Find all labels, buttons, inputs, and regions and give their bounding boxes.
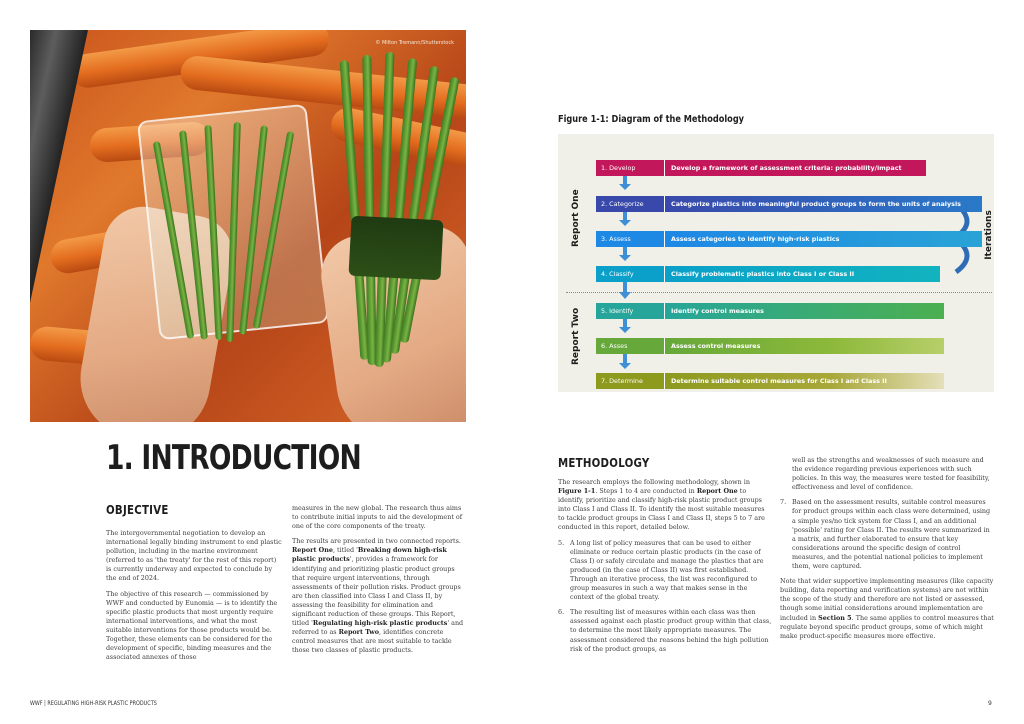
method-step-7: 7. Based on the assessment results, suitable control measures for product groups within each class were determined, using a simple yes/no tick system for Class I, and an additional 'possible' rating for Class II. The results were summarized in a matrix, and further elaborated to ensure that key considerations around the specific design of control measures, and the potential national policies to implement them, were captured. xyxy=(780,498,991,571)
step-6-description: Assess control measures xyxy=(664,338,944,354)
step-7-description: Determine suitable control measures for Class I and Class II xyxy=(664,373,944,389)
method-step-5: 5. A long list of policy measures that can be used to either eliminate or reduce certain plastic products (in the case of Class I) or safely circulate and manage the plastics that are produced (in the case of Class II) was first established. Through an iterative process, the list was reconfigured to group measures in such a way that makes sense in the context of the global treaty. xyxy=(558,538,764,602)
method-step-6: 6. The resulting list of measures within each class was then assessed against each plastic product group within that class, to determine the most likely appropriate measures. The assessment considered the reasons behind the high pollution risk of the product groups, as xyxy=(558,608,772,653)
leaf-band xyxy=(348,216,443,281)
step-5-number: 5. Identify xyxy=(596,303,664,319)
iterations-label: Iterations xyxy=(983,210,994,260)
step-3-description: Assess categories to identify high-risk plastics xyxy=(664,231,982,247)
step-6 xyxy=(596,338,944,354)
page-title: 1. INTRODUCTION xyxy=(106,438,361,478)
footer-publication: WWF | REGULATING HIGH-RISK PLASTIC PRODUCTS xyxy=(30,700,157,707)
step-7-number: 7. Determine xyxy=(596,373,664,389)
methodology-diagram xyxy=(558,134,994,392)
step-5 xyxy=(596,303,944,319)
objective-paragraph-3: measures in the new global. The research thus aims to contribute initial inputs to aid the development of one of the core components of the treaty. xyxy=(292,504,463,531)
step-1-number: 1. Develop xyxy=(596,160,664,176)
methodology-note: Note that wider supportive implementing measures (like capacity building, data reporting and verification systems) are not within the scope of the study and therefore are not listed or assessed, though some initial considerations around implementation are included in Section 5. The same applies to control measures that regulate beyond specific product groups, some of which might make product-specific measures more effective. xyxy=(780,577,994,640)
objective-column-2 xyxy=(292,504,468,662)
step-2-description: Categorize plastics into meaningful product groups to form the units of analysis xyxy=(664,196,982,212)
objective-paragraph-2: The objective of this research — commissioned by WWF and conducted by Eunomia — is to identify the specific plastic products that most urgently require international interventions, and what the most suitable interventions for those products would be. Together, these elements can be considered for the development of specific, binding measures and the associated annexes of those xyxy=(106,589,278,662)
step-4 xyxy=(596,266,940,282)
page-number: 9 xyxy=(988,700,992,707)
photo-credit: © Milton Tremann/Shutterstock xyxy=(375,40,454,46)
step-3 xyxy=(596,231,982,247)
objective-heading: OBJECTIVE xyxy=(106,503,169,517)
methodology-continuation: well as the strengths and weaknesses of such measure and the evidence regarding previous experiences with such policies. In this way, the measures were tested for feasibility, effectiveness and level of confidence. xyxy=(792,456,990,492)
methodology-column-2 xyxy=(780,456,994,647)
cover-photo xyxy=(30,30,466,422)
figure-title: Figure 1-1: Diagram of the Methodology xyxy=(558,114,745,125)
report-two-label: Report Two xyxy=(571,307,581,365)
step-2-number: 2. Categorize xyxy=(596,196,664,212)
objective-paragraph-1: The intergovernmental negotiation to develop an international legally binding instrument to end plastic pollution, including in the marine environment (referred to as 'the treaty' for the rest of this report) is currently underway and expected to conclude by the end of 2024. xyxy=(106,529,282,583)
step-1-description: Develop a framework of assessment criteria: probability/impact xyxy=(664,160,926,176)
objective-column-1 xyxy=(106,529,282,668)
methodology-intro: The research employs the following methodology, shown in Figure 1-1. Steps 1 to 4 are conducted in Report One to identify, prioritize and classify high-risk plastic product groups into Class I and Class II. To identify the most suitable measures to tackle product groups in Class I and Class II, steps 5 to 7 are conducted in this report, detailed below. xyxy=(558,478,765,532)
objective-paragraph-4: The results are presented in two connected reports. Report One, titled 'Breaking down high-risk plastic products', provides a framework for identifying and prioritizing plastic product groups that require urgent interventions, through assessments of their pollution risks. Product groups are then classified into Class I and Class II, by assessing the feasibility for elimination and significant reduction of these groups. This Report, titled 'Regulating high-risk plastic products' and referred to as Report Two, identifies concrete control measures that are most suitable to tackle those two classes of plastic products. xyxy=(292,537,464,655)
methodology-heading: METHODOLOGY xyxy=(558,456,650,470)
methodology-column-1 xyxy=(558,478,772,660)
step-4-number: 4. Classify xyxy=(596,266,664,282)
step-1 xyxy=(596,160,926,176)
step-2 xyxy=(596,196,982,212)
step-6-number: 6. Asses xyxy=(596,338,664,354)
report-one-label: Report One xyxy=(571,189,581,247)
step-7 xyxy=(596,373,944,389)
step-5-description: Identify control measures xyxy=(664,303,944,319)
step-4-description: Classify problematic plastics into Class I or Class II xyxy=(664,266,940,282)
step-3-number: 3. Assess xyxy=(596,231,664,247)
